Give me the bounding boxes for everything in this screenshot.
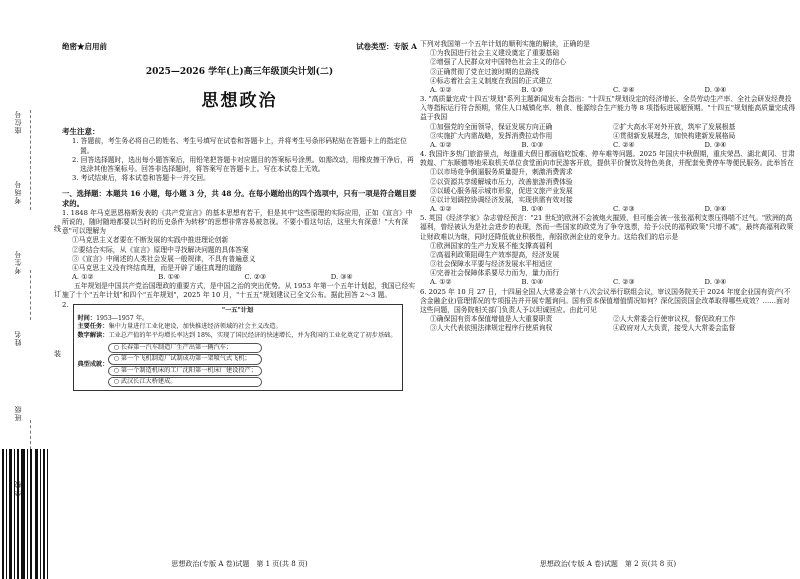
page-footer: 思想政治(专版 A 卷)试题 第 2 页(共 8 页)	[539, 559, 677, 568]
subject-title: 思想政治	[201, 91, 278, 112]
question-stem: 6. 2025 年 10 月 27 日，十四届全国人大常委会第十八次会议举行联组会议，审议国务院关于 2024 年度企业国有资产(不含金融企业)管理情况的专项报告并开展专题询问。国有资本保值增值情况如何？深化国资国企改革取得哪些成效？……面对这些问题，国务院相关部门负责人予以坦诚回应。由此可见	[420, 287, 791, 314]
statement: ①加强党的全面领导，保证发展方向正确	[430, 122, 553, 131]
achievement-item: ○ 第一个飞机制造厂试制成功第一架喷气式飞机；	[108, 354, 262, 364]
barcode-strip	[0, 449, 60, 579]
choice-b: B. ①④	[521, 205, 544, 214]
answer-line	[30, 270, 31, 320]
question-3	[420, 95, 796, 150]
achievement-list	[108, 342, 262, 388]
time-value: 1953—1957 年。	[96, 314, 149, 322]
notice-title: 考生注意：	[62, 127, 100, 137]
question-4	[420, 150, 796, 214]
statement: ②高福利政策阻碍生产效率提高，经济发展	[430, 250, 560, 259]
data-value: 工业总产值的年平均增长率达到 18%，实现了国民经济的快速增长，并为我国的工业化奠定了初步基础。	[108, 331, 397, 339]
time-key: 时间：	[77, 314, 97, 322]
choice-a: A. ①②	[430, 205, 452, 214]
question-number: 2.	[62, 300, 69, 309]
table-row	[78, 332, 398, 340]
choice-a: A. ①②	[430, 85, 452, 94]
answer-choices	[420, 278, 796, 287]
binding-strip	[0, 0, 60, 579]
statement: ④马克思主义没有终结真理，而是开辟了通往真理的道路	[72, 263, 242, 272]
seat-label: 座位号	[14, 110, 22, 134]
statement-row	[420, 132, 796, 141]
cut-mark-line: 线	[53, 225, 62, 232]
question-stem: 1. 1848 年马克思恩格斯发表的《共产党宣言》的基本思想有若干，但是其中"这些原理的实际应用，正如《宣言》中所说的，随时随地都要以当时的历史条件为转移"的思想非常容易被忽视。不要小看这句话，这里大有深意！"大有深意"可以理解为	[62, 208, 413, 236]
statement: ②增强了人民群众对中国特色社会主义的信心	[430, 58, 566, 67]
exam-type-label: 试卷类型：专版 A	[356, 42, 417, 51]
answer-line	[30, 110, 31, 210]
page-footer: 思想政治(专版 A 卷)试题 第 1 页(共 8 页)	[171, 559, 308, 568]
task-value: 集中力量进行工业化建设，加快推进经济领域的社会主义改造。	[108, 323, 282, 331]
answer-choices	[420, 141, 796, 150]
exam-year-title: 2025—2026 学年(上)高三年级顶尖计划(二)	[145, 67, 334, 78]
table-row	[78, 323, 398, 331]
candidate-no-label: 考生号	[14, 250, 22, 274]
statement: ④以计划调控协调经济发展，实现供需有效对接	[430, 195, 573, 204]
question-stem: 下列对我国第一个五年计划的顺利实施的解读，正确的是	[420, 40, 590, 48]
achievement-item: ○ 武汉长江大桥建成。	[108, 377, 262, 387]
answer-choices	[62, 273, 417, 282]
class-label: 班级	[14, 405, 22, 421]
statement: ④标志着社会主义制度在我国的正式建立	[430, 76, 553, 85]
task-key: 主要任务：	[77, 323, 109, 331]
statement: ③实施扩大内需战略，发挥消费拉动作用	[430, 131, 553, 140]
question-1	[62, 209, 417, 282]
statement: ①确保国有资本保值增值是人大重要职责	[430, 315, 553, 324]
page-header	[62, 42, 417, 52]
question-stem: 4. 我国许多热门旅游景点，每逢重大假日都面临吃饭难、停车难等问题。2025 年国庆中秋假期，重庆荣昌、湖北黄冈、甘肃敦煌、广东顺德等地采取机关单位食堂面向市民游客开放，提供平价餐饮及特色美食，并配套免费停车等便民服务。此举旨在	[420, 150, 795, 168]
statement: ①欧洲国家的生产力发展不能支撑高福利	[430, 241, 553, 250]
page-2	[420, 0, 796, 579]
choice-d: D. ③④	[704, 205, 727, 214]
choice-d: D. ③④	[704, 85, 727, 94]
choice-b: B. ①③	[521, 140, 544, 149]
statement: ②人大常委会行使审议权，督促政府工作	[613, 315, 736, 324]
intro-text: 五年规划是中国共产党治国理政的重要方式，是中国之治的突出优势。从 1953 年第一个五年计划起，我国已经实施了十个"五年计划"和四个"五年规划"，2025 年 10 月，"十五五"规划建议已全文公布。据此回答 2～3 题。	[62, 282, 416, 300]
statement: ②以资源共享缓解城市压力，改善旅游消费体验	[430, 177, 573, 186]
room-label: 考场号	[14, 180, 22, 204]
achievement-row	[78, 342, 398, 388]
question-5	[420, 214, 796, 287]
answer-choices	[420, 205, 796, 214]
choice-b: B. ①④	[158, 273, 180, 282]
statement-row	[420, 324, 796, 333]
choice-c: C. ②④	[613, 140, 635, 149]
choice-c: C. ②③	[613, 278, 635, 287]
statement: ③正确贯彻了党在过渡时期的总路线	[430, 67, 539, 76]
choice-c: C. ②③	[613, 205, 635, 214]
notice-item: 3. 考试结束后，将本试卷和答题卡一并交回。	[72, 174, 210, 183]
choice-a: A. ①②	[430, 140, 452, 149]
question-stem: 3. "高质量完成'十四五'规划"系列主题新闻发布会指出："十四五"规划设定的经济增长、全员劳动生产率、全社会研发经费投入等指标运行符合预期，常住人口城镇化率、粮食、能源综合生产能力等 8 项指标进展超预期。"十四五"规划能高质量完成得益于我国	[420, 95, 796, 122]
plan-table	[73, 304, 403, 392]
notice-list	[62, 137, 417, 183]
page-1	[62, 0, 417, 579]
choice-b: B. ①③	[521, 85, 544, 94]
notice-item: 2. 回答选择题时，选出每小题答案后，用铅笔把答题卡对应题目的答案标号涂黑。如需改动，用橡皮擦干净后，再选涂其他答案标号。回答非选择题时，将答案写在答题卡上。写在本试卷上无效。	[72, 155, 414, 173]
choice-d: D. ③④	[704, 140, 727, 149]
statement-row	[420, 123, 796, 132]
statement: ③以暖心服务展示城市形象，促进文旅产业发展	[430, 186, 573, 195]
statement: ③人大代表依照法律规定程序行使质询权	[430, 324, 553, 333]
statement: ②扩大高水平对外开放，筑牢了发展根基	[613, 122, 736, 131]
statement: ④政府对人大负责，接受人大常委会监督	[613, 324, 736, 333]
statement: ①马克思主义者要在不断发展的实践中推进理论创新	[72, 236, 229, 245]
achievement-item: ○ 长春第一汽车制造厂生产出第一辆汽车；	[108, 343, 262, 353]
answer-choices	[420, 86, 796, 95]
achievement-item: ○ 第一个制造机床的工厂沈阳第一机床厂建设投产；	[108, 366, 262, 376]
choice-a: A. ①②	[430, 278, 452, 287]
statement: ③《宣言》中阐述的人类社会发展一般规律，不具有普遍意义	[72, 254, 256, 263]
choice-d: D. ③④	[330, 273, 353, 282]
cut-mark-staple: 装	[53, 350, 62, 357]
choice-b: B. ①④	[521, 278, 544, 287]
cut-mark-bind: 订	[53, 290, 62, 297]
question-2-tail	[420, 40, 796, 95]
statement: ②要结合实际，从《宣言》原理中寻找解决问题的具体答案	[72, 245, 249, 254]
statement-row	[420, 315, 796, 324]
statement: ①以市场竞争倒逼服务质量提升，刺激消费需求	[430, 168, 573, 177]
notice-item: 1. 答题前，考生务必将自己的姓名、考生号填写在试卷和答题卡上，并将考生号条形码粘贴在答题卡上的指定位置。	[72, 137, 407, 155]
confidential-label: 绝密★启用前	[62, 42, 107, 51]
statement: ③社会保障水平要与经济发展水平相适应	[430, 260, 553, 269]
question-6	[420, 288, 796, 334]
achievement-key: 典型成就：	[77, 361, 109, 369]
name-label: 姓名	[14, 330, 22, 346]
choice-c: C. ②④	[613, 85, 635, 94]
statement: ④贯彻新发展理念，加快构建新发展格局	[613, 131, 736, 140]
statement: ④完善社会保障体系要尽力而为，量力而行	[430, 269, 560, 278]
choice-d: D. ③④	[704, 278, 727, 287]
choice-c: C. ②③	[244, 273, 266, 282]
question-intro	[62, 282, 417, 300]
table-title: "一五"计划	[221, 306, 254, 314]
question-stem: 5. 英国《经济学家》杂志曾经预言："21 世纪的欧洲不会被炮火摧毁，但可能会被一张张福利支票压得喘不过气。"欧洲的高福利，曾经被认为是社会进步的表现，然而一些国家的政党为了争夺选票，给予公民的福利政策"只增不减"，最终高福利政策让财政难以为继，同时还降低就业积极性，削弱欧洲企业的竞争力。这给我们的启示是	[420, 214, 794, 241]
statement: ①为我国进行社会主义建设奠定了重要基础	[430, 49, 560, 58]
data-key: 数字解读：	[77, 331, 109, 339]
choice-a: A. ①②	[72, 273, 94, 282]
question-2	[62, 301, 417, 392]
section-heading: 一、选择题：本题共 16 小题，每小题 3 分，共 48 分。在每小题给出的四个选项中，只有一项是符合题目要求的。	[62, 189, 417, 209]
